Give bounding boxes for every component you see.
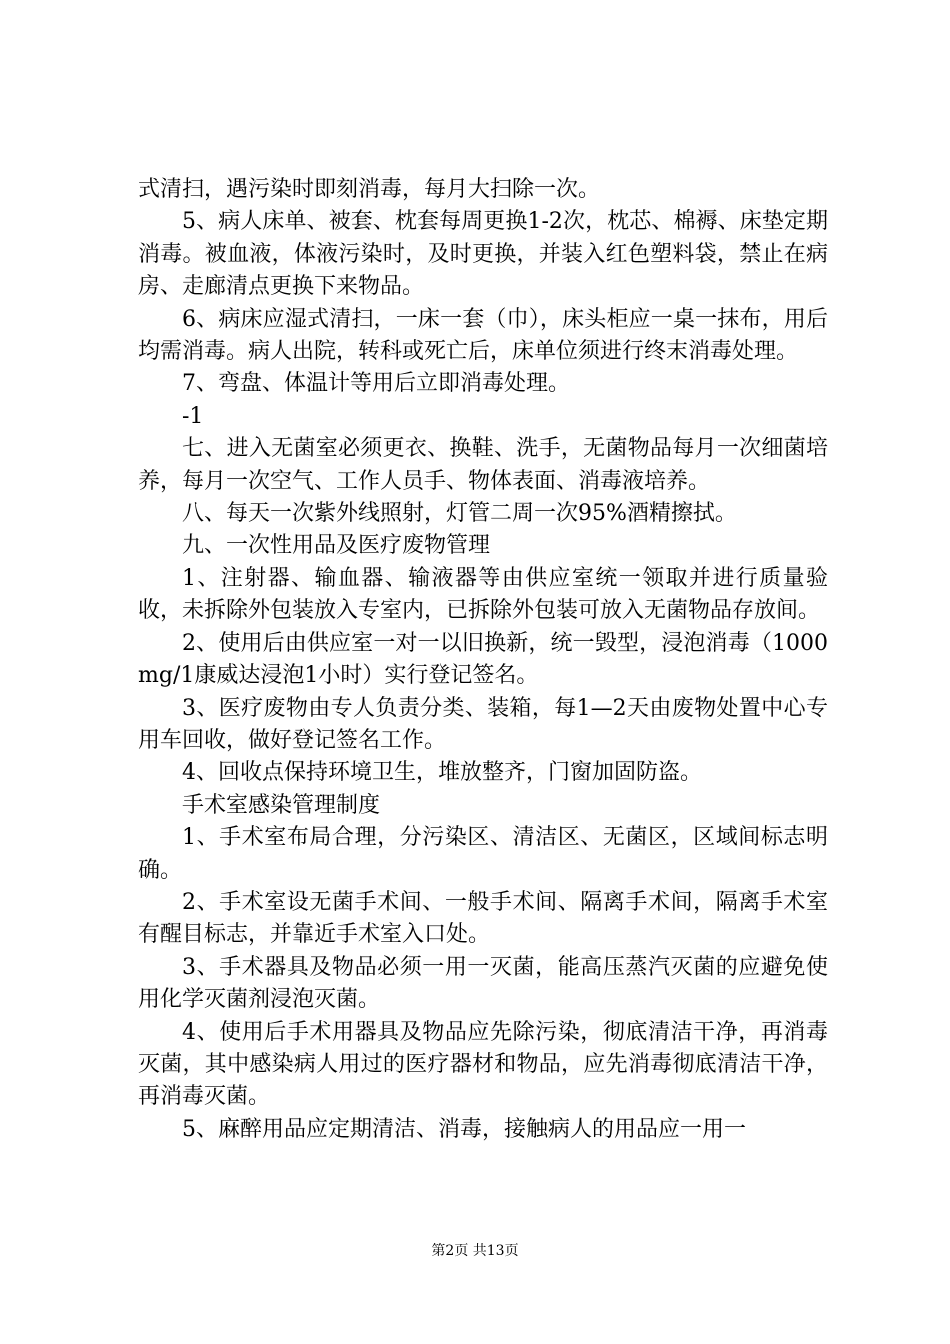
paragraph: 七、进入无菌室必须更衣、换鞋、洗手，无菌物品每月一次细菌培养，每月一次空气、工作人员手、物体表面、消毒液培养。: [138, 436, 828, 494]
paragraph: 4、回收点保持环境卫生，堆放整齐，门窗加固防盗。: [182, 760, 702, 786]
paragraph: 5、麻醉用品应定期清洁、消毒，接触病人的用品应一用一: [182, 1116, 746, 1142]
paragraph: 2、使用后由供应室一对一以旧换新，统一毁型，浸泡消毒（1000mg/1康威达浸泡1小时）实行登记签名。: [138, 630, 828, 689]
paragraph: -1: [182, 403, 204, 429]
paragraph: 6、病床应湿式清扫，一床一套（巾），床头柜应一桌一抹布，用后均需消毒。病人出院，转科或死亡后，床单位须进行终末消毒处理。: [138, 306, 828, 365]
paragraph: 式清扫，遇污染时即刻消毒，每月大扫除一次。: [138, 177, 601, 202]
section-heading: 手术室感染管理制度: [182, 792, 381, 818]
page-number: 第2页 共13页: [431, 1243, 519, 1259]
section-heading: 九、一次性用品及医疗废物管理: [182, 533, 491, 559]
paragraph: 4、使用后手术用器具及物品应先除污染，彻底清洁干净，再消毒灭菌，其中感染病人用过的医疗器材和物品，应先消毒彻底清洁干净，再消毒灭菌。: [138, 1019, 828, 1110]
document-body: [138, 174, 828, 1146]
paragraph: 1、手术室布局合理，分污染区、清洁区、无菌区，区域间标志明确。: [138, 825, 828, 883]
paragraph: 1、注射器、输血器、输液器等由供应室统一领取并进行质量验收，未拆除外包装放入专室内，已拆除外包装可放入无菌物品存放间。: [138, 565, 828, 624]
paragraph: 3、手术器具及物品必须一用一灭菌，能高压蒸汽灭菌的应避免使用化学灭菌剂浸泡灭菌。: [138, 954, 828, 1013]
paragraph: 八、每天一次紫外线照射，灯管二周一次95%酒精擦拭。: [182, 501, 737, 527]
paragraph: 7、弯盘、体温计等用后立即消毒处理。: [182, 371, 570, 397]
paragraph: 5、病人床单、被套、枕套每周更换1-2次，枕芯、棉褥、床垫定期消毒。被血液，体液污染时，及时更换，并装入红色塑料袋，禁止在病房、走廊清点更换下来物品。: [138, 209, 828, 300]
paragraph: 2、手术室设无菌手术间、一般手术间、隔离手术间，隔离手术室有醒目标志，并靠近手术室入口处。: [138, 889, 828, 948]
paragraph: 3、医疗废物由专人负责分类、装箱，每1—2天由废物处置中心专用车回收，做好登记签名工作。: [138, 695, 828, 753]
